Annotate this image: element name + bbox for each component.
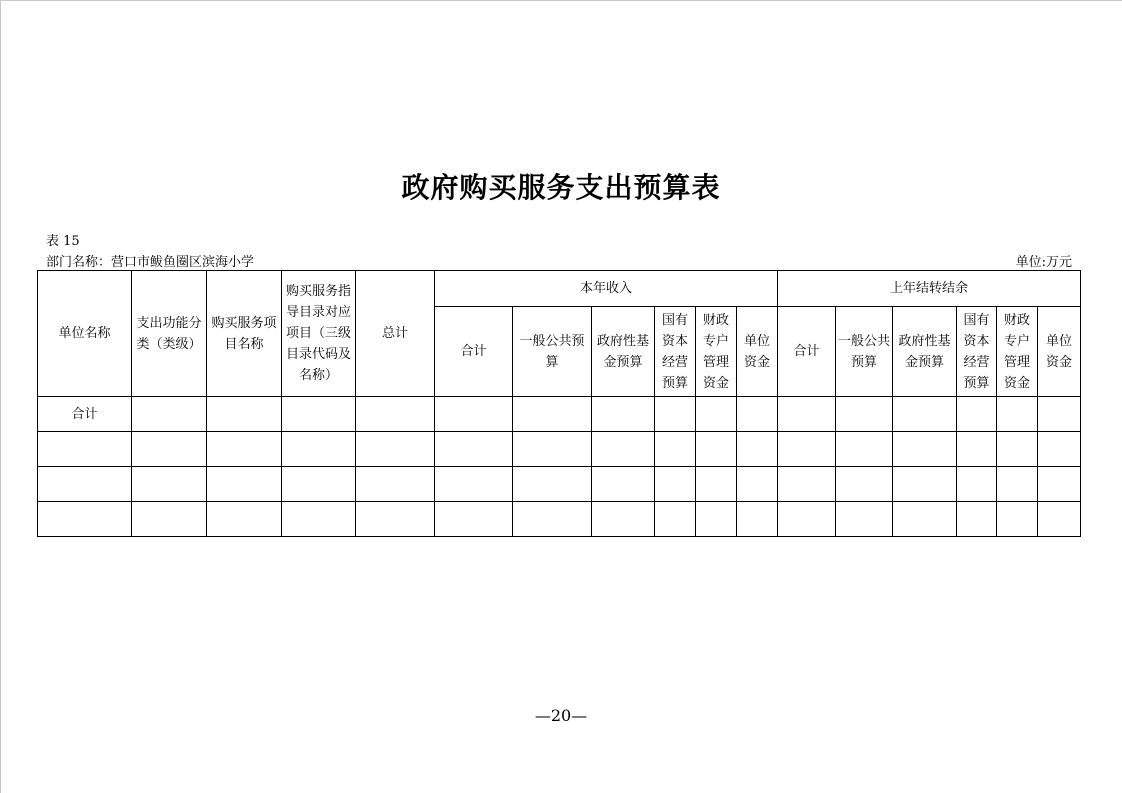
table-cell xyxy=(836,502,893,537)
table-cell xyxy=(356,467,435,502)
table-cell xyxy=(778,467,836,502)
table-cell xyxy=(893,502,957,537)
table-cell xyxy=(893,432,957,467)
table-cell xyxy=(207,467,282,502)
header-unit-name: 单位名称 xyxy=(38,271,132,397)
table-cell xyxy=(356,397,435,432)
table-cell xyxy=(356,432,435,467)
table-cell xyxy=(997,502,1038,537)
table-cell xyxy=(513,432,592,467)
page-edge-top xyxy=(0,0,1122,1)
table-cell xyxy=(435,467,513,502)
table-cell xyxy=(513,502,592,537)
header-prev-state-capital: 国有资本经营预算 xyxy=(957,307,997,397)
table-number: 表 15 xyxy=(46,234,80,249)
table-cell xyxy=(737,397,778,432)
table-cell xyxy=(696,397,737,432)
table-cell xyxy=(957,502,997,537)
table-cell xyxy=(893,467,957,502)
table-cell xyxy=(1038,397,1081,432)
table-cell xyxy=(997,467,1038,502)
table-cell xyxy=(592,502,655,537)
table-cell xyxy=(132,502,207,537)
table-cell xyxy=(836,397,893,432)
header-prev-unit-funds: 单位资金 xyxy=(1038,307,1081,397)
table-cell xyxy=(737,432,778,467)
header-catalog: 购买服务指导目录对应项目（三级目录代码及名称） xyxy=(282,271,356,397)
department-name: 部门名称：营口市鲅鱼圈区滨海小学 xyxy=(46,255,255,270)
header-prev-special-account: 财政专户管理资金 xyxy=(997,307,1038,397)
table-row xyxy=(38,502,1081,537)
header-function-class: 支出功能分类（类级） xyxy=(132,271,207,397)
table-cell xyxy=(513,397,592,432)
table-cell xyxy=(592,432,655,467)
table-cell xyxy=(997,432,1038,467)
table-cell xyxy=(282,432,356,467)
page-edge-left xyxy=(0,0,1,793)
table-cell xyxy=(957,432,997,467)
table-cell xyxy=(655,397,696,432)
table-cell xyxy=(778,432,836,467)
table-cell-unit-name: 合计 xyxy=(38,397,132,432)
table-cell xyxy=(435,432,513,467)
header-current-special-account: 财政专户管理资金 xyxy=(696,307,737,397)
table-cell xyxy=(957,397,997,432)
table-cell xyxy=(655,467,696,502)
table-cell xyxy=(132,467,207,502)
table-cell xyxy=(836,467,893,502)
table-cell xyxy=(655,432,696,467)
table-cell xyxy=(696,502,737,537)
table-cell xyxy=(132,432,207,467)
header-project-name: 购买服务项目名称 xyxy=(207,271,282,397)
table-cell xyxy=(696,467,737,502)
table-cell xyxy=(132,397,207,432)
table-row xyxy=(38,397,1081,432)
table-cell xyxy=(282,467,356,502)
table-cell-unit-name xyxy=(38,432,132,467)
table-row xyxy=(38,467,1081,502)
table-cell xyxy=(435,502,513,537)
table-cell xyxy=(207,502,282,537)
header-prev-subtotal: 合计 xyxy=(778,307,836,397)
table-row xyxy=(38,432,1081,467)
header-prev-general-budget: 一般公共预算 xyxy=(836,307,893,397)
table-cell xyxy=(1038,432,1081,467)
table-cell xyxy=(1038,502,1081,537)
budget-table xyxy=(37,270,1081,537)
table-cell xyxy=(592,467,655,502)
unit-label: 单位:万元 xyxy=(1015,255,1072,270)
table-cell xyxy=(778,397,836,432)
document-title: 政府购买服务支出预算表 xyxy=(401,171,721,204)
header-current-state-capital: 国有资本经营预算 xyxy=(655,307,696,397)
table-cell xyxy=(1038,467,1081,502)
table-cell-unit-name xyxy=(38,502,132,537)
table-cell xyxy=(356,502,435,537)
table-cell xyxy=(207,397,282,432)
header-current-income: 本年收入 xyxy=(435,271,778,307)
table-cell xyxy=(893,397,957,432)
header-current-general-budget: 一般公共预算 xyxy=(513,307,592,397)
table-cell xyxy=(737,467,778,502)
table-cell xyxy=(513,467,592,502)
header-current-unit-funds: 单位资金 xyxy=(737,307,778,397)
header-current-subtotal: 合计 xyxy=(435,307,513,397)
table-cell xyxy=(282,502,356,537)
table-cell-unit-name xyxy=(38,467,132,502)
header-total: 总计 xyxy=(356,271,435,397)
table-cell xyxy=(435,397,513,432)
header-prev-carryover: 上年结转结余 xyxy=(778,271,1081,307)
header-row-1 xyxy=(38,271,1081,307)
table-cell xyxy=(778,502,836,537)
table-cell xyxy=(737,502,778,537)
header-prev-fund-budget: 政府性基金预算 xyxy=(893,307,957,397)
table-cell xyxy=(696,432,737,467)
table-cell xyxy=(836,432,893,467)
table-cell xyxy=(997,397,1038,432)
table-cell xyxy=(655,502,696,537)
page-number: —20— xyxy=(534,706,588,725)
table-cell xyxy=(207,432,282,467)
table-cell xyxy=(282,397,356,432)
table-cell xyxy=(957,467,997,502)
table-cell xyxy=(592,397,655,432)
header-current-fund-budget: 政府性基金预算 xyxy=(592,307,655,397)
